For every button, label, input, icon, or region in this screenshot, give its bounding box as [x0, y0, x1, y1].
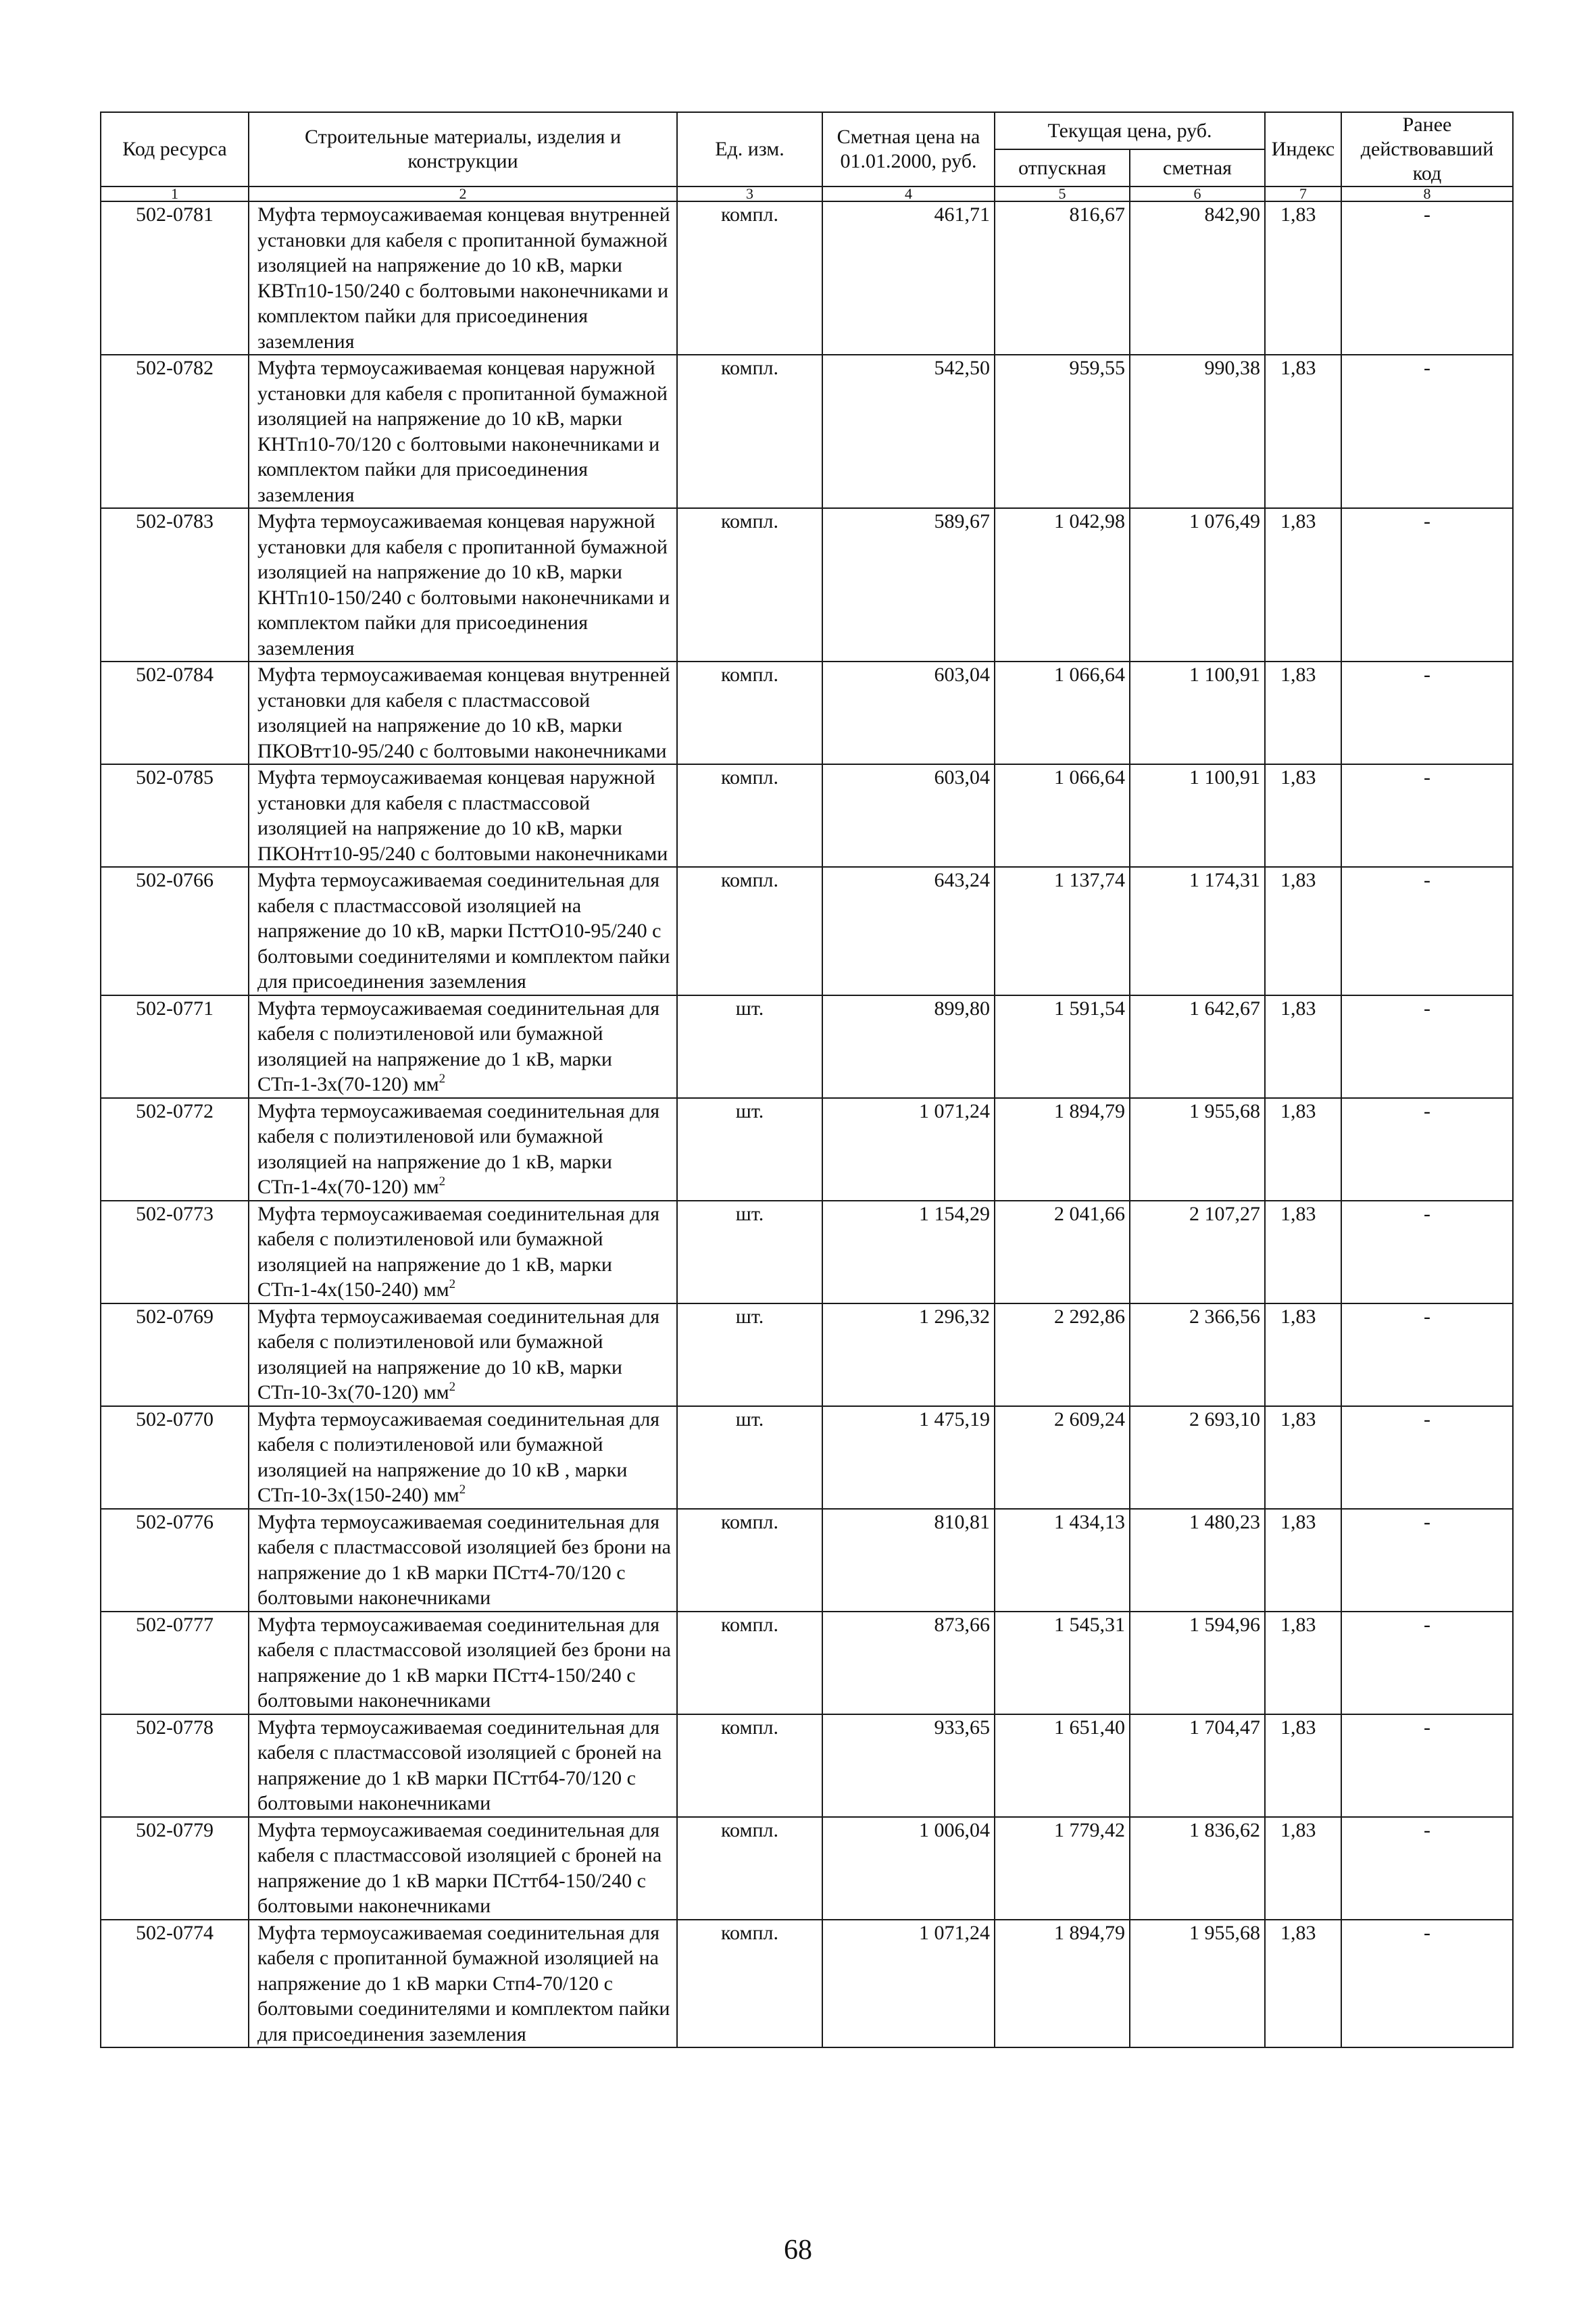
base-price: 899,80 [822, 995, 995, 1098]
release-price: 1 066,64 [995, 662, 1130, 764]
material-name [249, 1714, 677, 1817]
material-name [249, 1920, 677, 2048]
material-name-text: Муфта термоусаживаемая соединительная для кабеля с полиэтиленовой или бумажной изоляцией на напряжение до 10 кВ , марки СТп-10-3х(150-240) мм [257, 1408, 660, 1506]
unit-exponent: 2 [439, 1072, 446, 1086]
estimate-price: 1 480,23 [1130, 1509, 1265, 1612]
base-price: 1 296,32 [822, 1303, 995, 1406]
header-estimate-price: сметная [1130, 149, 1265, 186]
price-index: 1,83 [1265, 1201, 1341, 1303]
material-name-text: Муфта термоусаживаемая соединительная для кабеля с пропитанной бумажной изоляцией на напряжение до 1 кВ марки Стп4-70/120 с болтовыми соединителями и комплектом пайки для присоединения заземления [257, 1921, 670, 2045]
base-price: 542,50 [822, 355, 995, 508]
col-number: 6 [1130, 186, 1265, 201]
release-price: 2 292,86 [995, 1303, 1130, 1406]
page-number: 68 [784, 2235, 812, 2266]
price-index: 1,83 [1265, 1920, 1341, 2048]
material-name-text: Муфта термоусаживаемая соединительная для кабеля с пластмассовой изоляцией без брони на напряжение до 1 кВ марки ПСтт4-70/120 с болтовыми наконечниками [257, 1510, 671, 1609]
material-name [249, 1509, 677, 1612]
estimate-price: 1 955,68 [1130, 1920, 1265, 2048]
base-price: 810,81 [822, 1509, 995, 1612]
resource-code: 502-0782 [101, 355, 249, 508]
price-index: 1,83 [1265, 867, 1341, 995]
previous-code: - [1341, 1303, 1513, 1406]
estimate-price: 1 704,47 [1130, 1714, 1265, 1817]
estimate-price: 2 107,27 [1130, 1201, 1265, 1303]
release-price: 1 591,54 [995, 995, 1130, 1098]
price-index: 1,83 [1265, 201, 1341, 355]
unit: компл. [677, 508, 822, 662]
price-index: 1,83 [1265, 1303, 1341, 1406]
col-number: 2 [249, 186, 677, 201]
base-price: 643,24 [822, 867, 995, 995]
resource-code: 502-0770 [101, 1406, 249, 1509]
release-price: 1 434,13 [995, 1509, 1130, 1612]
material-name-text: Муфта термоусаживаемая соединительная для кабеля с пластмассовой изоляцией на напряжение до 10 кВ, марки ПсттО10-95/240 с болтовыми соединителями и комплектом пайки для присоединения заземления [257, 869, 670, 993]
col-number: 4 [822, 186, 995, 201]
previous-code: - [1341, 1406, 1513, 1509]
estimate-price: 1 955,68 [1130, 1098, 1265, 1201]
unit: компл. [677, 1612, 822, 1714]
header-unit: Ед. изм. [677, 112, 822, 186]
price-index: 1,83 [1265, 995, 1341, 1098]
table-row [101, 1714, 1513, 1817]
estimate-price: 990,38 [1130, 355, 1265, 508]
table-row [101, 1509, 1513, 1612]
material-name [249, 1406, 677, 1509]
estimate-price: 1 836,62 [1130, 1817, 1265, 1920]
resource-code: 502-0777 [101, 1612, 249, 1714]
unit: шт. [677, 1201, 822, 1303]
base-price: 603,04 [822, 662, 995, 764]
unit: компл. [677, 1920, 822, 2048]
release-price: 1 779,42 [995, 1817, 1130, 1920]
material-name-text: Муфта термоусаживаемая соединительная для кабеля с полиэтиленовой или бумажной изоляцией на напряжение до 1 кВ, марки СТп-1-4х(70-120) мм [257, 1099, 660, 1198]
price-index: 1,83 [1265, 662, 1341, 764]
material-name-text: Муфта термоусаживаемая соединительная для кабеля с полиэтиленовой или бумажной изоляцией на напряжение до 1 кВ, марки СТп-1-4х(150-240) мм [257, 1202, 660, 1301]
price-index: 1,83 [1265, 1509, 1341, 1612]
resource-code: 502-0772 [101, 1098, 249, 1201]
previous-code: - [1341, 508, 1513, 662]
material-name [249, 1098, 677, 1201]
release-price: 2 609,24 [995, 1406, 1130, 1509]
estimate-price: 1 642,67 [1130, 995, 1265, 1098]
release-price: 2 041,66 [995, 1201, 1130, 1303]
material-name [249, 1612, 677, 1714]
release-price: 1 137,74 [995, 867, 1130, 995]
material-name-text: Муфта термоусаживаемая соединительная для кабеля с пластмассовой изоляцией с броней на напряжение до 1 кВ марки ПСттб4-150/240 с болтовыми наконечниками [257, 1818, 662, 1917]
table-row [101, 1406, 1513, 1509]
price-index: 1,83 [1265, 508, 1341, 662]
resource-code: 502-0779 [101, 1817, 249, 1920]
material-name-text: Муфта термоусаживаемая концевая внутренней установки для кабеля с пластмассовой изоляцией на напряжение до 10 кВ, марки ПКОВтт10-95/240 с болтовыми наконечниками [257, 664, 670, 762]
table-row [101, 355, 1513, 508]
header-code: Код ресурса [101, 112, 249, 186]
base-price: 1 071,24 [822, 1098, 995, 1201]
estimate-price: 1 174,31 [1130, 867, 1265, 995]
unit-exponent: 2 [449, 1277, 456, 1291]
resource-code: 502-0769 [101, 1303, 249, 1406]
previous-code: - [1341, 1201, 1513, 1303]
estimate-price: 1 076,49 [1130, 508, 1265, 662]
previous-code: - [1341, 995, 1513, 1098]
base-price: 589,67 [822, 508, 995, 662]
material-name [249, 867, 677, 995]
unit: шт. [677, 1406, 822, 1509]
unit: компл. [677, 1509, 822, 1612]
header-current-price: Текущая цена, руб. [995, 112, 1265, 149]
table-row [101, 764, 1513, 867]
unit: шт. [677, 1303, 822, 1406]
col-number: 5 [995, 186, 1130, 201]
base-price: 1 475,19 [822, 1406, 995, 1509]
material-name [249, 995, 677, 1098]
resource-code: 502-0771 [101, 995, 249, 1098]
header-base-price: Сметная цена на 01.01.2000, руб. [822, 112, 995, 186]
resource-code: 502-0773 [101, 1201, 249, 1303]
material-name-text: Муфта термоусаживаемая соединительная для кабеля с полиэтиленовой или бумажной изоляцией на напряжение до 1 кВ, марки СТп-1-3х(70-120) мм [257, 997, 660, 1095]
release-price: 816,67 [995, 201, 1130, 355]
price-index: 1,83 [1265, 1612, 1341, 1714]
release-price: 1 042,98 [995, 508, 1130, 662]
unit: компл. [677, 764, 822, 867]
table-row [101, 1817, 1513, 1920]
unit: компл. [677, 201, 822, 355]
estimate-price: 2 366,56 [1130, 1303, 1265, 1406]
table-row [101, 508, 1513, 662]
table-row [101, 1920, 1513, 2048]
unit: компл. [677, 1714, 822, 1817]
material-name-text: Муфта термоусаживаемая соединительная для кабеля с полиэтиленовой или бумажной изоляцией на напряжение до 10 кВ, марки СТп-10-3х(70-120) мм [257, 1305, 660, 1403]
previous-code: - [1341, 355, 1513, 508]
previous-code: - [1341, 1098, 1513, 1201]
estimate-price: 1 100,91 [1130, 764, 1265, 867]
table-row [101, 201, 1513, 355]
estimate-price: 842,90 [1130, 201, 1265, 355]
material-name [249, 1817, 677, 1920]
material-name [249, 1303, 677, 1406]
resource-code: 502-0783 [101, 508, 249, 662]
header-release-price: отпускная [995, 149, 1130, 186]
price-index: 1,83 [1265, 355, 1341, 508]
material-name [249, 764, 677, 867]
col-number: 1 [101, 186, 249, 201]
unit-exponent: 2 [449, 1380, 456, 1394]
previous-code: - [1341, 867, 1513, 995]
unit: компл. [677, 355, 822, 508]
material-name [249, 508, 677, 662]
table-row [101, 1303, 1513, 1406]
material-name-text: Муфта термоусаживаемая концевая наружной установки для кабеля с пластмассовой изоляцией на напряжение до 10 кВ, марки ПКОНтт10-95/240 с болтовыми наконечниками [257, 766, 668, 865]
unit: компл. [677, 867, 822, 995]
base-price: 603,04 [822, 764, 995, 867]
resource-code: 502-0776 [101, 1509, 249, 1612]
estimate-price: 1 594,96 [1130, 1612, 1265, 1714]
price-index: 1,83 [1265, 1817, 1341, 1920]
material-name [249, 355, 677, 508]
table-row [101, 1612, 1513, 1714]
unit: шт. [677, 995, 822, 1098]
unit-exponent: 2 [439, 1174, 446, 1189]
material-name [249, 201, 677, 355]
estimate-price: 2 693,10 [1130, 1406, 1265, 1509]
col-number: 3 [677, 186, 822, 201]
material-name [249, 662, 677, 764]
price-index: 1,83 [1265, 1098, 1341, 1201]
price-table [100, 111, 1514, 2048]
header-index: Индекс [1265, 112, 1341, 186]
unit: компл. [677, 1817, 822, 1920]
release-price: 1 894,79 [995, 1098, 1130, 1201]
table-row [101, 662, 1513, 764]
release-price: 1 545,31 [995, 1612, 1130, 1714]
resource-code: 502-0774 [101, 1920, 249, 2048]
release-price: 1 066,64 [995, 764, 1130, 867]
release-price: 1 651,40 [995, 1714, 1130, 1817]
col-number: 7 [1265, 186, 1341, 201]
material-name [249, 1201, 677, 1303]
resource-code: 502-0778 [101, 1714, 249, 1817]
price-index: 1,83 [1265, 1714, 1341, 1817]
previous-code: - [1341, 1817, 1513, 1920]
table-row [101, 867, 1513, 995]
resource-code: 502-0784 [101, 662, 249, 764]
previous-code: - [1341, 1920, 1513, 2048]
table-row [101, 995, 1513, 1098]
table-row [101, 1098, 1513, 1201]
base-price: 461,71 [822, 201, 995, 355]
previous-code: - [1341, 1714, 1513, 1817]
material-name-text: Муфта термоусаживаемая соединительная для кабеля с пластмассовой изоляцией без брони на напряжение до 1 кВ марки ПСтт4-150/240 с болтовыми наконечниками [257, 1613, 671, 1712]
resource-code: 502-0785 [101, 764, 249, 867]
price-index: 1,83 [1265, 764, 1341, 867]
unit-exponent: 2 [459, 1483, 466, 1497]
previous-code: - [1341, 1509, 1513, 1612]
material-name-text: Муфта термоусаживаемая концевая наружной установки для кабеля с пропитанной бумажной изоляцией на напряжение до 10 кВ, марки КНТп10-70/120 с болтовыми наконечниками и комплектом пайки для присоединения заземления [257, 357, 668, 506]
col-number: 8 [1341, 186, 1513, 201]
price-index: 1,83 [1265, 1406, 1341, 1509]
base-price: 933,65 [822, 1714, 995, 1817]
material-name-text: Муфта термоусаживаемая концевая наружной установки для кабеля с пропитанной бумажной изоляцией на напряжение до 10 кВ, марки КНТп10-150/240 с болтовыми наконечниками и комплектом пайки для присоединения заземления [257, 510, 670, 659]
resource-code: 502-0781 [101, 201, 249, 355]
release-price: 959,55 [995, 355, 1130, 508]
table-row [101, 1201, 1513, 1303]
unit: шт. [677, 1098, 822, 1201]
previous-code: - [1341, 662, 1513, 764]
base-price: 1 154,29 [822, 1201, 995, 1303]
base-price: 1 071,24 [822, 1920, 995, 2048]
previous-code: - [1341, 764, 1513, 867]
previous-code: - [1341, 201, 1513, 355]
header-prev-code: Ранее действовавший код [1341, 112, 1513, 186]
base-price: 1 006,04 [822, 1817, 995, 1920]
unit: компл. [677, 662, 822, 764]
material-name-text: Муфта термоусаживаемая концевая внутренней установки для кабеля с пропитанной бумажной изоляцией на напряжение до 10 кВ, марки КВТп10-150/240 с болтовыми наконечниками и комплектом пайки для присоединения заземления [257, 203, 670, 353]
header-name: Строительные материалы, изделия и конструкции [249, 112, 677, 186]
base-price: 873,66 [822, 1612, 995, 1714]
resource-code: 502-0766 [101, 867, 249, 995]
previous-code: - [1341, 1612, 1513, 1714]
estimate-price: 1 100,91 [1130, 662, 1265, 764]
table-body [101, 201, 1513, 2047]
material-name-text: Муфта термоусаживаемая соединительная для кабеля с пластмассовой изоляцией с броней на напряжение до 1 кВ марки ПСттб4-70/120 с болтовыми наконечниками [257, 1716, 662, 1814]
release-price: 1 894,79 [995, 1920, 1130, 2048]
